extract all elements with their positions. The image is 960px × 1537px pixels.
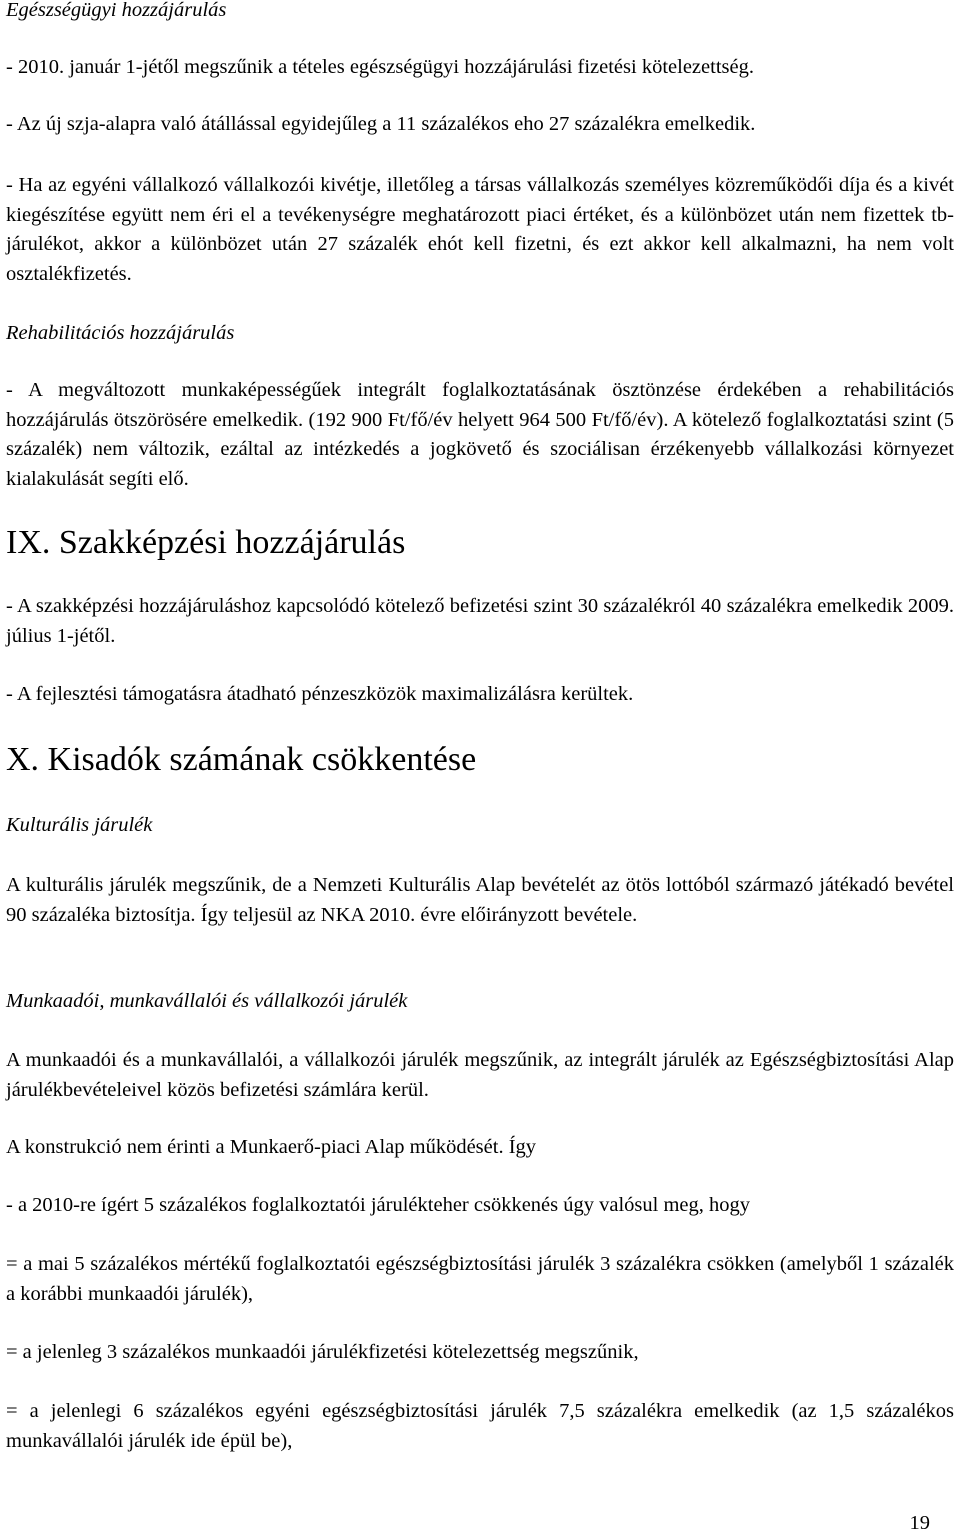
heading-cultural-levy: Kulturális járulék xyxy=(6,814,153,836)
paragraph-cultural-1: A kulturális járulék megszűnik, de a Nemzeti Kulturális Alap bevételét az ötös lottóból származó játékadó bevétel 90 százaléka biztosítja. Így teljesül az NKA 2010. évre előirányzott bevétele. xyxy=(6,874,954,926)
paragraph-employer-4: = a mai 5 százalékos mértékű foglalkoztatói egészségbiztosítási járulék 3 százalékra csökken (amelyből 1 százalék a korábbi munkaadói járulék), xyxy=(6,1253,954,1305)
paragraph-employer-6: = a jelenlegi 6 százalékos egyéni egészségbiztosítási járulék 7,5 százalékra emelkedik (az 1,5 százalékos munkavállalói járulék ide épül be), xyxy=(6,1400,954,1452)
chapter-ix-title: IX. Szakképzési hozzájárulás xyxy=(6,524,406,561)
chapter-x-title: X. Kisadók számának csökkentése xyxy=(6,741,477,778)
paragraph-health-3: - Ha az egyéni vállalkozó vállalkozói kivétje, illetőleg a társas vállalkozás személyes közreműködői díja és a kivét kiegészítése együtt nem éri el a tevékenységre meghatározott piaci értéket, és a különbözet után nem fizettek tb-járulékot, akkor a különbözet után 27 százalék ehót kell fizetni, és ezt akkor kell alkalmazni, ha nem volt osztalékfizetés. xyxy=(6,174,954,285)
paragraph-rehab-1: - A megváltozott munkaképességűek integrált foglalkoztatásának ösztönzése érdekében a rehabilitációs hozzájárulás ötszörösére emelkedik. (192 900 Ft/fő/év helyett 964 500 Ft/fő/év). A kötelező foglalkoztatási szint (5 százalék) nem változik, ezáltal az intézkedés a jogkövető és szociálisan érzékenyebb vállalkozási környezet kialakulását segíti elő. xyxy=(6,379,954,490)
paragraph-employer-1: A munkaadói és a munkavállalói, a vállalkozói járulék megszűnik, az integrált járulék az Egészségbiztosítási Alap járulékbevételeivel közös befizetési számlára kerül. xyxy=(6,1049,954,1101)
heading-health-contribution: Egészségügyi hozzájárulás xyxy=(6,0,227,21)
paragraph-ix-1: - A szakképzési hozzájáruláshoz kapcsolódó kötelező befizetési szint 30 százalékról 40 százalékra emelkedik 2009. július 1-jétől. xyxy=(6,595,954,647)
paragraph-ix-2: - A fejlesztési támogatásra átadható pénzeszközök maximalizálásra kerültek. xyxy=(6,683,634,705)
paragraph-employer-5: = a jelenleg 3 százalékos munkaadói járulékfizetési kötelezettség megszűnik, xyxy=(6,1341,639,1363)
paragraph-employer-3: - a 2010-re ígért 5 százalékos foglalkoztatói járulékteher csökkenés úgy valósul meg, hogy xyxy=(6,1194,751,1216)
paragraph-health-1: - 2010. január 1-jétől megszűnik a tételes egészségügyi hozzájárulási fizetési kötelezettség. xyxy=(6,56,754,78)
page-number: 19 xyxy=(909,1512,930,1534)
heading-employer-levy: Munkaadói, munkavállalói és vállalkozói járulék xyxy=(6,990,408,1012)
heading-rehab-contribution: Rehabilitációs hozzájárulás xyxy=(6,322,235,344)
paragraph-health-2: - Az új szja-alapra való átállással egyidejűleg a 11 százalékos eho 27 százalékra emelkedik. xyxy=(6,113,756,135)
paragraph-employer-2: A konstrukció nem érinti a Munkaerő-piaci Alap működését. Így xyxy=(6,1136,537,1158)
